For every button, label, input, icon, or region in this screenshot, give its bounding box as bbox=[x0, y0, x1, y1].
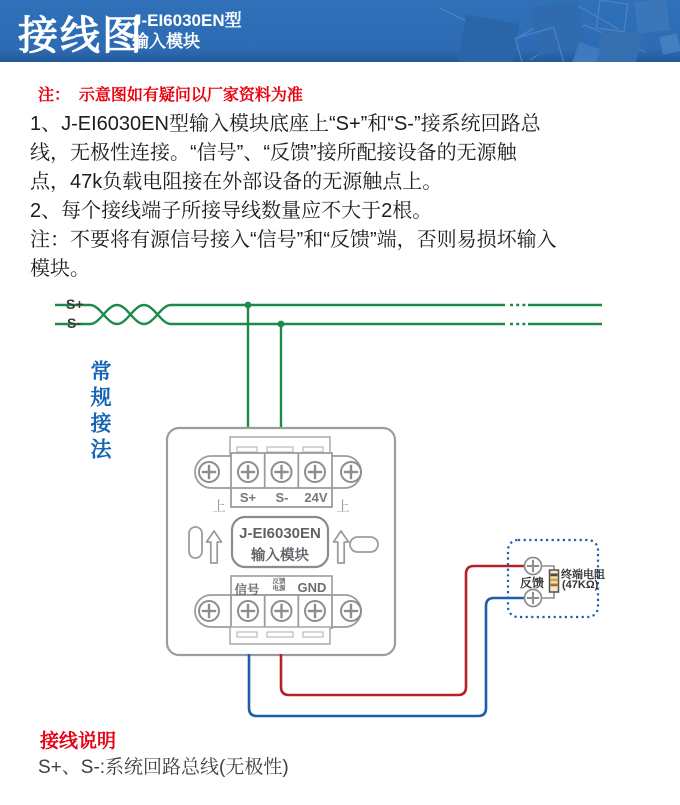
terminal-label-sminus: S- bbox=[275, 490, 289, 505]
terminal-resistor-value: (47KΩ) bbox=[562, 579, 599, 591]
instruction-line: 2、每个接线端子所接导线数量应不大于2根。 bbox=[30, 200, 433, 222]
terminal-label-splus: S+ bbox=[239, 490, 257, 505]
instruction-line: 模块。 bbox=[30, 258, 90, 280]
terminal-label-signal: 信号 bbox=[234, 583, 260, 597]
junction-dot-splus bbox=[245, 302, 252, 309]
instruction-line: 线，无极性连接。“信号”、“反馈”接所配接设备的无源触 bbox=[30, 142, 517, 164]
resistor-lead-bottom bbox=[541, 592, 554, 598]
left-slot bbox=[189, 527, 202, 558]
terminal-label-feedback-power: 反馈 电源 bbox=[272, 578, 286, 592]
terminal-resistor bbox=[550, 570, 559, 592]
subtitle-model: J-EI6030EN型 bbox=[132, 11, 242, 30]
bus-sminus-label: S- bbox=[67, 315, 81, 331]
instruction-line: 点，47k负载电阻接在外部设备的无源触点上。 bbox=[30, 171, 443, 193]
footer-bus-description: S+、S-:系统回路总线(无极性) bbox=[38, 757, 289, 778]
instruction-line: 1、J-EI6030EN型输入模块底座上“S+”和“S-”接系统回路总 bbox=[30, 113, 541, 135]
mount-label-left: 上 bbox=[212, 499, 226, 514]
factory-note: 注： 示意图如有疑问以厂家资料为准 bbox=[38, 87, 303, 104]
right-slot bbox=[350, 537, 378, 552]
bottom-connector-strip bbox=[230, 627, 330, 644]
page-title: 接线图 bbox=[18, 14, 144, 58]
subtitle-type: 输入模块 bbox=[132, 32, 200, 51]
junction-dot-sminus bbox=[278, 321, 285, 328]
instruction-line: 注：不要将有源信号接入“信号”和“反馈”端，否则易损坏输入 bbox=[30, 229, 557, 251]
wiring-method-label: 常规接法 bbox=[88, 360, 111, 464]
terminal-label-24v: 24V bbox=[304, 490, 328, 505]
module-type-text: 输入模块 bbox=[251, 548, 309, 564]
external-feedback-label: 反馈 bbox=[519, 576, 545, 590]
terminal-label-gnd: GND bbox=[297, 580, 327, 595]
mount-label-right: 上 bbox=[336, 499, 350, 514]
module-model-text: J-EI6030EN bbox=[239, 525, 321, 542]
footer-heading: 接线说明 bbox=[40, 731, 117, 752]
terminal-resistor-label: 终端电阻 bbox=[561, 569, 605, 581]
loop-bus-lines bbox=[55, 305, 602, 442]
bus-splus-label: S+ bbox=[66, 296, 84, 312]
